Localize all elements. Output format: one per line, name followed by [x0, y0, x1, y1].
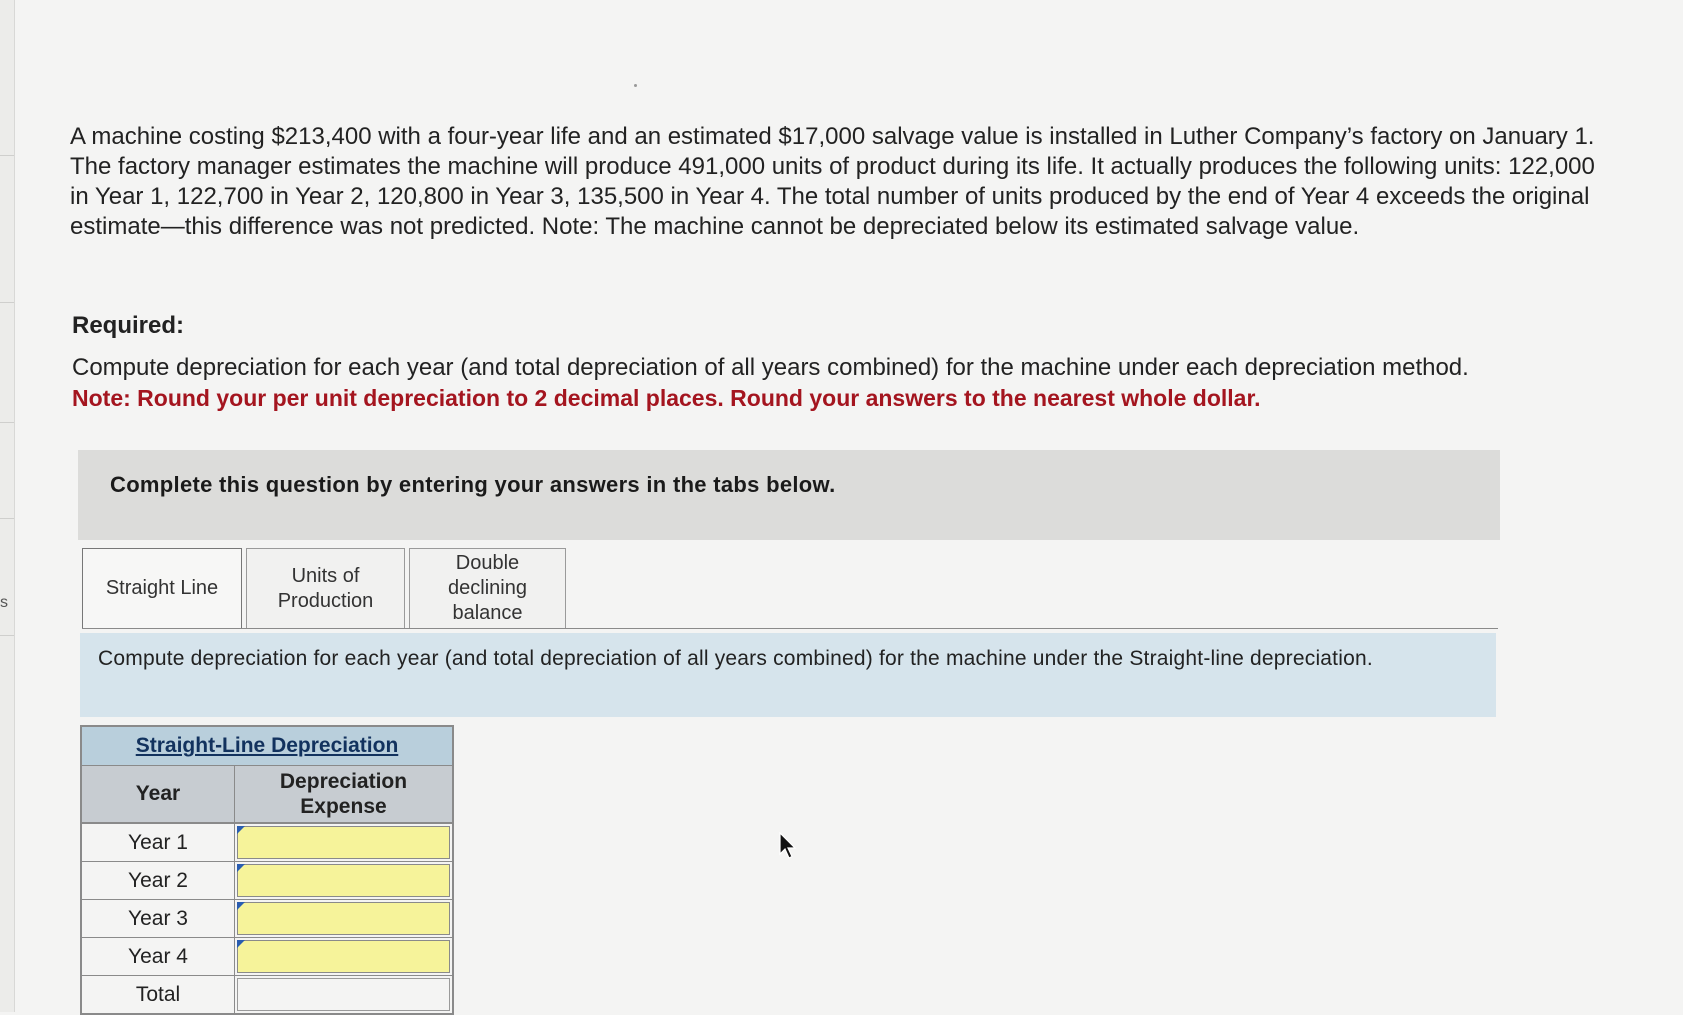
edge-divider — [0, 155, 14, 156]
row-label-year-2: Year 2 — [82, 862, 235, 899]
year-3-cell — [235, 900, 452, 937]
year-2-expense-input[interactable] — [237, 864, 450, 897]
row-label-total: Total — [82, 976, 235, 1013]
table-row — [82, 938, 452, 976]
input-flag-icon — [237, 902, 245, 910]
decorative-dot — [634, 84, 637, 87]
edge-glyph: s — [0, 594, 8, 611]
column-header-year: Year — [82, 766, 235, 822]
tab-straight-line[interactable]: Straight Line — [82, 548, 242, 628]
tab-description-text: Compute depreciation for each year (and total depreciation of all years combined) for the machine under the Straight-line depreciation. — [98, 647, 1373, 670]
table-header — [82, 766, 452, 824]
row-label-year-1: Year 1 — [82, 824, 235, 861]
tab-double-declining-balance[interactable]: Double declining balance — [409, 548, 566, 628]
straight-line-depreciation-table — [80, 725, 454, 1015]
edge-divider — [0, 302, 14, 303]
table-title: Straight-Line Depreciation — [82, 727, 452, 766]
year-4-expense-input[interactable] — [237, 940, 450, 973]
instruction-box — [78, 450, 1500, 540]
table-row-total — [82, 976, 452, 1013]
table-row — [82, 862, 452, 900]
row-label-year-3: Year 3 — [82, 900, 235, 937]
edge-divider — [0, 422, 14, 423]
year-1-expense-input[interactable] — [237, 826, 450, 859]
edge-divider — [0, 518, 14, 519]
column-header-depreciation-expense: Depreciation Expense — [279, 770, 408, 818]
total-cell — [235, 976, 452, 1013]
input-flag-icon — [237, 940, 245, 948]
instruction-text: Complete this question by entering your answers in the tabs below. — [110, 472, 836, 497]
method-tabs — [82, 548, 570, 628]
input-flag-icon — [237, 864, 245, 872]
total-expense-input[interactable] — [237, 978, 450, 1011]
edge-divider — [0, 635, 14, 636]
year-4-cell — [235, 938, 452, 975]
year-2-cell — [235, 862, 452, 899]
table-row — [82, 900, 452, 938]
problem-statement: A machine costing $213,400 with a four-year life and an estimated $17,000 salvage value is installed in Luther Company’s factory on January 1. The factory manager estimates the machine will produce 491,000 units of product during its life. It actually produces the following units: 122,000 in Year 1, 122,700 in Year 2, 120,800 in Year 3, 135,500 in Year 4. The total number of units produced by the end of Year 4 exceeds the original estimate—this difference was not predicted. Note: The machine cannot be depreciated below its estimated salvage value. — [70, 123, 1595, 240]
mouse-pointer-icon — [778, 832, 798, 860]
year-1-cell — [235, 824, 452, 861]
tab-description-box — [80, 633, 1496, 717]
tab-divider — [82, 628, 1498, 629]
required-heading: Required: — [72, 312, 185, 339]
rounding-note: Note: Round your per unit depreciation to 2 decimal places. Round your answers to the nearest whole dollar. — [72, 385, 1261, 411]
table-row — [82, 824, 452, 862]
required-text: Compute depreciation for each year (and total depreciation of all years combined) for the machine under each depreciation method. — [72, 354, 1469, 381]
tab-units-of-production[interactable]: Units of Production — [246, 548, 405, 628]
year-3-expense-input[interactable] — [237, 902, 450, 935]
left-panel-edge — [0, 0, 15, 1012]
row-label-year-4: Year 4 — [82, 938, 235, 975]
input-flag-icon — [237, 826, 245, 834]
